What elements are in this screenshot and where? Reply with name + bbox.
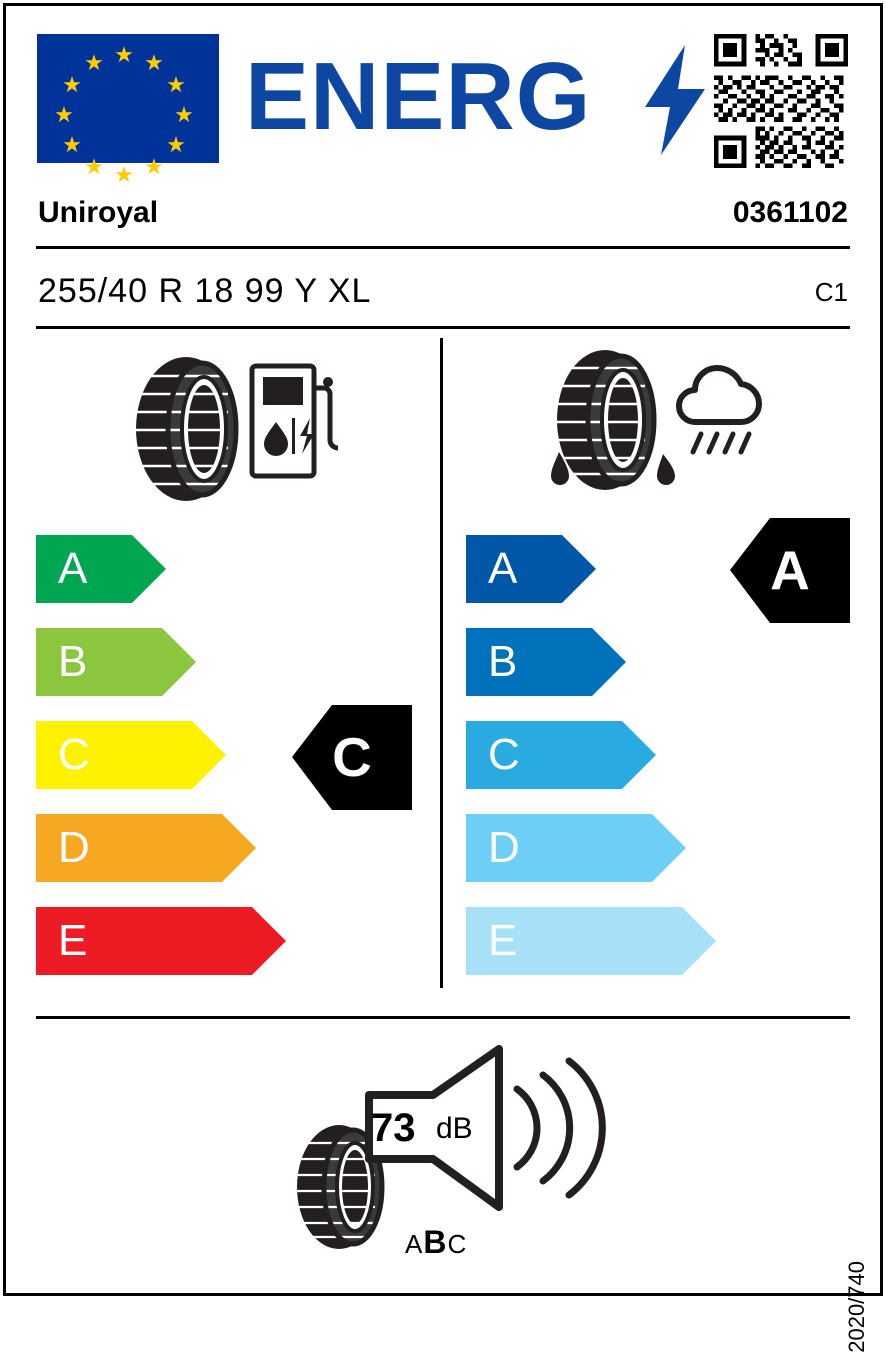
label-year: 2020/740 — [844, 1261, 869, 1353]
vertical-divider — [440, 338, 443, 988]
tire-icon — [136, 357, 236, 501]
wet-grade-a — [466, 535, 596, 603]
divider-second — [36, 326, 850, 329]
noise-class-c: C — [447, 1229, 468, 1259]
noise-class-scale — [405, 1224, 467, 1261]
fuel-rating-value: C — [332, 726, 372, 788]
rain-cloud-icon — [679, 368, 759, 452]
noise-class-b: B — [423, 1224, 448, 1260]
brand-name: Uniroyal — [38, 196, 159, 229]
fuel-grade-a-letter: A — [58, 544, 88, 593]
wet-grade-e — [466, 907, 716, 975]
wet-rating-pointer — [730, 518, 850, 623]
noise-class-a: A — [405, 1229, 424, 1259]
wet-grade-e-letter: E — [488, 916, 518, 965]
sound-waves-icon — [517, 1061, 602, 1195]
wet-grade-d-letter: D — [488, 823, 520, 872]
tire-icon — [557, 350, 654, 490]
wet-grade-d — [466, 814, 686, 882]
wet-grade-a-letter: A — [488, 544, 518, 593]
wet-grade-c-letter: C — [488, 730, 520, 779]
fuel-grade-d-letter: D — [58, 823, 90, 872]
lightning-bolt-icon — [645, 45, 705, 155]
page-title: ENERG — [245, 43, 592, 150]
wet-rating-value: A — [770, 539, 810, 601]
fuel-grade-c-letter: C — [58, 730, 90, 779]
noise-value: 73 — [371, 1106, 416, 1150]
fuel-grade-e-letter: E — [58, 916, 88, 965]
divider-bottom — [36, 1016, 850, 1019]
fuel-drop-bolt-icon — [264, 418, 314, 456]
fuel-grade-b-letter: B — [58, 637, 88, 686]
product-code: 0361102 — [732, 196, 848, 229]
fuel-efficiency-icon-group — [124, 352, 334, 507]
tire-class: C1 — [814, 277, 848, 307]
divider-top — [36, 246, 850, 249]
wet-grade-b-letter: B — [488, 637, 518, 686]
fuel-rating-pointer — [292, 705, 412, 810]
wet-grade-c — [466, 721, 656, 789]
noise-unit: dB — [436, 1112, 473, 1145]
wet-grade-b — [466, 628, 626, 696]
fuel-grade-b — [36, 628, 196, 696]
eu-flag-icon: ★ ★ ★ ★ ★ ★ ★ ★ ★ ★ ★ ★ — [37, 34, 219, 163]
tire-size: 255/40 R 18 99 Y XL — [38, 272, 372, 310]
qr-code-icon — [714, 34, 848, 168]
fuel-grade-a — [36, 535, 166, 603]
fuel-grade-d — [36, 814, 256, 882]
fuel-grade-c — [36, 721, 226, 789]
wet-grip-icon-group — [535, 348, 785, 508]
fuel-grade-e — [36, 907, 286, 975]
